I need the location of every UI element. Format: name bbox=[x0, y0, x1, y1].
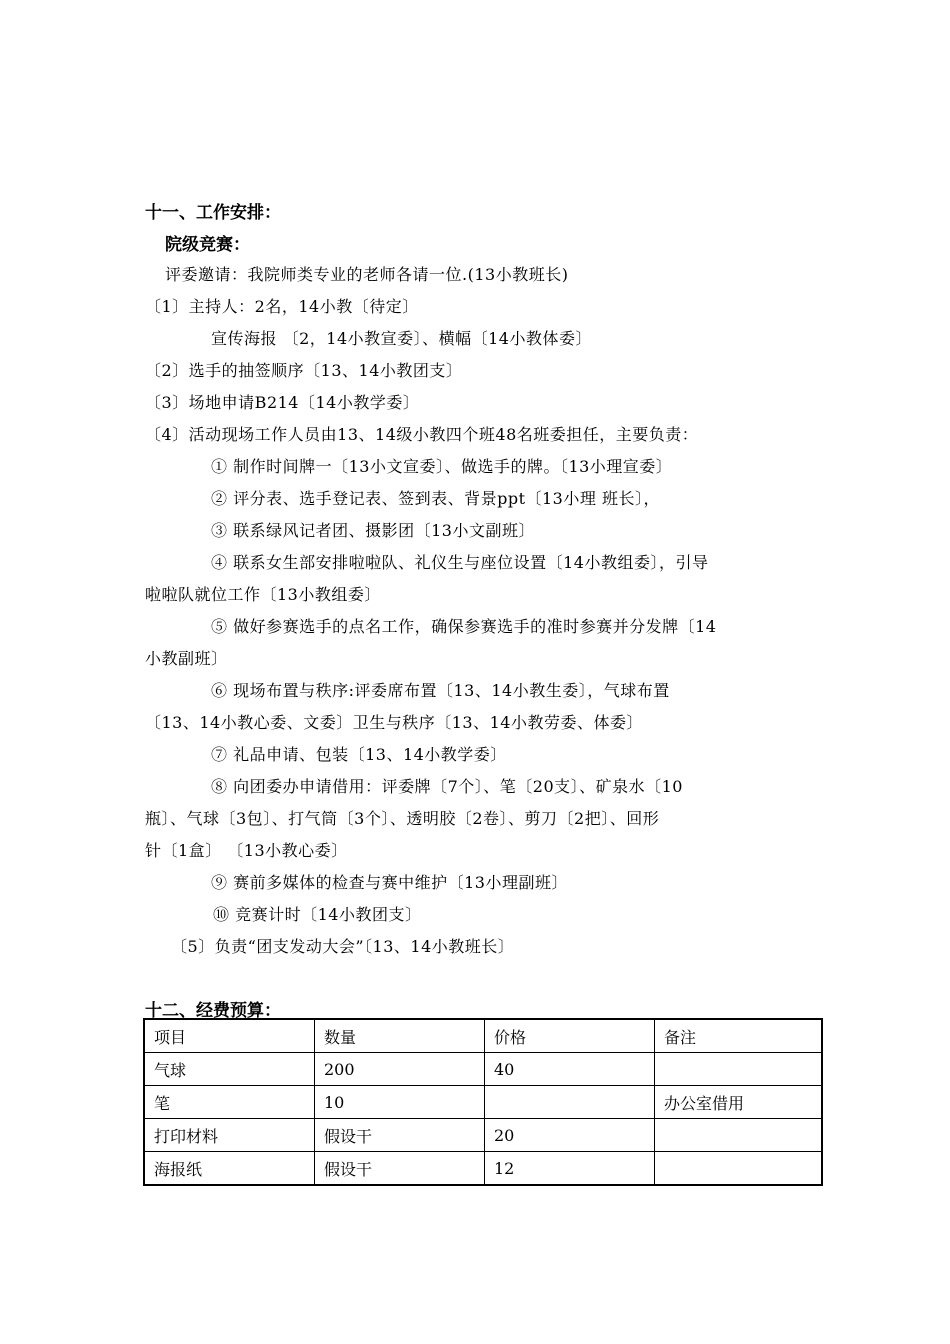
paragraph-line: ① 制作时间牌一〔13小文宣委〕、做选手的牌。〔13小理宣委〕 bbox=[211, 457, 673, 476]
section-11-heading: 十一、工作安排： bbox=[145, 203, 281, 223]
table-row bbox=[144, 1053, 822, 1086]
paragraph-line: ④ 联系女生部安排啦啦队、礼仪生与座位设置〔14小教组委〕，引导 bbox=[211, 553, 709, 572]
table-header-row bbox=[144, 1019, 822, 1053]
paragraph-line: ⑨ 赛前多媒体的检查与赛中维护〔13小理副班〕 bbox=[211, 873, 568, 892]
table-cell bbox=[655, 1053, 823, 1086]
paragraph-line: 〔4〕活动现场工作人员由13、14级小教四个班48名班委担任，主要负责： bbox=[145, 425, 699, 444]
paragraph-line: ③ 联系绿风记者团、摄影团〔13小文副班〕 bbox=[211, 521, 535, 540]
paragraph-line: 小教副班〕 bbox=[145, 649, 228, 668]
paragraph-line: ⑤ 做好参赛选手的点名工作，确保参赛选手的准时参赛并分发牌〔14 bbox=[211, 617, 717, 636]
table-cell: 打印材料 bbox=[144, 1119, 315, 1152]
paragraph-line: 〔1〕主持人：2名，14小教〔待定〕 bbox=[145, 297, 419, 316]
table-row bbox=[144, 1086, 822, 1119]
table-header-cell: 价格 bbox=[485, 1019, 655, 1053]
table-cell bbox=[485, 1086, 655, 1119]
table-cell bbox=[655, 1119, 823, 1152]
budget-table bbox=[143, 1018, 823, 1186]
paragraph-line: 〔3〕场地申请B214〔14小教学委〕 bbox=[145, 393, 420, 412]
paragraph-line: 评委邀请：我院师类专业的老师各请一位.(13小教班长) bbox=[165, 265, 569, 284]
table-row bbox=[144, 1152, 822, 1186]
table-cell: 40 bbox=[485, 1053, 655, 1086]
paragraph-line: ② 评分表、选手登记表、签到表、背景ppt〔13小理 班长〕， bbox=[211, 489, 660, 508]
table-header-cell: 备注 bbox=[655, 1019, 823, 1053]
table-cell: 笔 bbox=[144, 1086, 315, 1119]
table-cell: 海报纸 bbox=[144, 1152, 315, 1186]
table-cell bbox=[655, 1152, 823, 1186]
table-cell: 办公室借用 bbox=[655, 1086, 823, 1119]
table-row bbox=[144, 1119, 822, 1152]
paragraph-line: 瓶〕、气球〔3包〕、打气筒〔3个〕、透明胶〔2卷〕、剪刀〔2把〕、回形 bbox=[145, 809, 660, 828]
paragraph-line: ⑥ 现场布置与秩序:评委席布置〔13、14小教生委〕，气球布置 bbox=[211, 681, 670, 700]
table-cell: 20 bbox=[485, 1119, 655, 1152]
section-11-subheading: 院级竞赛： bbox=[165, 235, 250, 255]
paragraph-line: ⑧ 向团委办申请借用：评委牌〔7个〕、笔〔20支〕、矿泉水〔10 bbox=[211, 777, 683, 796]
table-cell: 假设干 bbox=[315, 1119, 485, 1152]
paragraph-line: ⑩ 竞赛计时〔14小教团支〕 bbox=[213, 905, 422, 924]
table-header-cell: 数量 bbox=[315, 1019, 485, 1053]
table-cell: 200 bbox=[315, 1053, 485, 1086]
paragraph-line: 〔5〕负责“团支发动大会”〔13、14小教班长〕 bbox=[171, 937, 515, 956]
table-header-cell: 项目 bbox=[144, 1019, 315, 1053]
paragraph-line: 宣传海报 〔2，14小教宣委〕、横幅〔14小教体委〕 bbox=[211, 329, 592, 348]
section-12-heading: 十二、经费预算： bbox=[145, 1001, 281, 1021]
paragraph-line: ⑦ 礼品申请、包装〔13、14小教学委〕 bbox=[211, 745, 507, 764]
table-cell: 10 bbox=[315, 1086, 485, 1119]
table-cell: 12 bbox=[485, 1152, 655, 1186]
paragraph-line: 啦啦队就位工作〔13小教组委〕 bbox=[145, 585, 381, 604]
table-cell: 假设干 bbox=[315, 1152, 485, 1186]
paragraph-line: 〔13、14小教心委、文委〕卫生与秩序〔13、14小教劳委、体委〕 bbox=[145, 713, 643, 732]
paragraph-line: 〔2〕选手的抽签顺序〔13、14小教团支〕 bbox=[145, 361, 463, 380]
paragraph-line: 针〔1盒〕 〔13小教心委〕 bbox=[145, 841, 348, 860]
table-cell: 气球 bbox=[144, 1053, 315, 1086]
